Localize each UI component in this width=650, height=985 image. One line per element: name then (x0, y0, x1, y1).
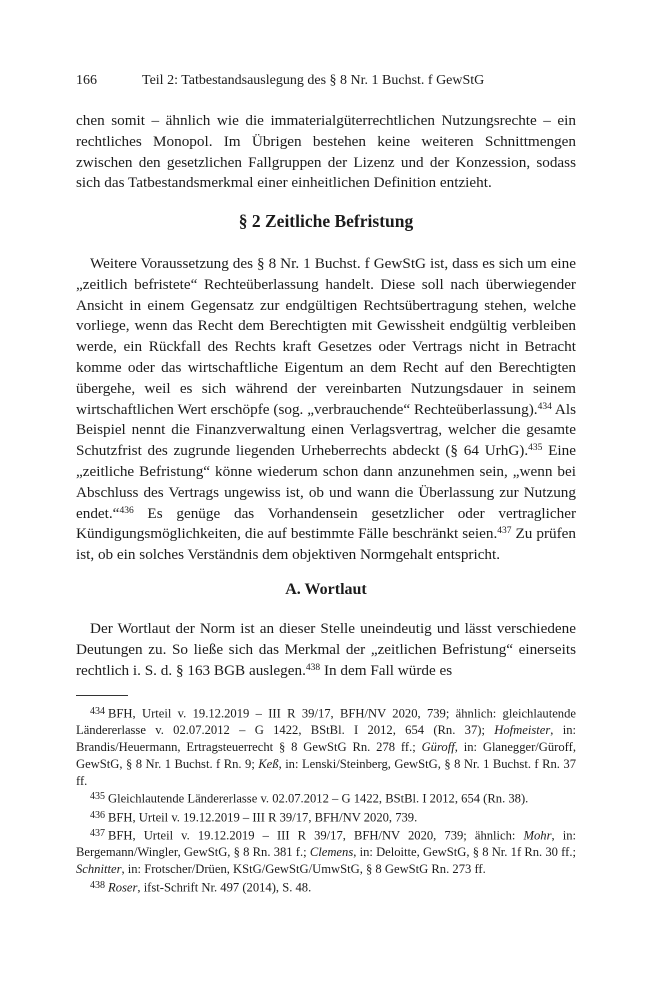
page-number: 166 (76, 73, 97, 88)
running-title: Teil 2: Tatbestandsauslegung des § 8 Nr. 1 Buchst. f GewStG (142, 73, 485, 88)
section-paragraph (76, 254, 576, 566)
footnote-text: BFH, Urteil v. 19.12.2019 – III R 39/17, BFH/NV 2020, 739. (108, 810, 418, 825)
footnote-text: BFH, Urteil v. 19.12.2019 – III R 39/17, BFH/NV 2020, 739; ähnlich: gleichlautende Ländererlasse v. 02.07.2012 – G 1422, BStBl. I 2012, 654 (Rn. 37); (76, 706, 576, 738)
footnote-text: , in: Lenski/Steinberg, GewStG, § 8 Nr. 1 Buchst. f Rn. 37 ff. (76, 756, 576, 788)
footnote-number: 437 (90, 828, 105, 840)
intro-paragraph: chen somit – ähnlich wie die immaterialgüterrechtlichen Nutzungsrechte – ein rechtliches Monopol. Im Übrigen bestehen keine weiteren Schnittmengen zwischen den gesetzlichen Fallgruppen der Lizenz und der Konzession, sodass sich das Tatbestandsmerkmal einer einheitlichen Definition entzieht. (76, 112, 576, 192)
footnote-separator (76, 695, 128, 696)
footnote-number: 436 (90, 809, 105, 821)
footnote-text: Gleichlautende Ländererlasse v. 02.07.2012 – G 1422, BStBl. I 2012, 654 (Rn. 38). (108, 791, 529, 806)
author-name: Keß (258, 756, 279, 771)
footnote-436 (76, 808, 576, 826)
footnote-number: 434 (90, 706, 105, 717)
footnote-number: 438 (90, 879, 105, 891)
text-run: Zu prüfen ist, ob ein solches Verständnis dem objektiven Normgehalt entspricht. (76, 525, 576, 564)
author-name: Clemens (309, 845, 354, 860)
footnote-text: , in: Brandis/Heuermann, Ertragsteuerrecht § 8 GewStG Rn. 278 ff.; (76, 723, 576, 755)
footnote-number: 435 (90, 791, 105, 803)
footnote-435 (76, 789, 576, 807)
footnote-text: , in: Deloitte, GewStG, § 8 Nr. 1f Rn. 30 ff.; (353, 845, 576, 860)
author-name: Güroff (421, 740, 455, 755)
footnote-ref-434[interactable]: 434 (537, 401, 552, 412)
footnote-text: , in: Glanegger/Güroff, GewStG, § 8 Nr. 1 Buchst. f Rn. 9; (76, 740, 576, 771)
footnote-ref-438[interactable]: 438 (305, 662, 321, 673)
footnote-text: , ifst-Schrift Nr. 497 (2014), S. 48. (137, 880, 312, 895)
text-run: Weitere Voraussetzung des § 8 Nr. 1 Buchst. f GewStG ist, dass es sich um eine „zeitlich befristete“ Rechteüberlassung handelt. Diese soll nach überwiegender Ansicht in einem Gegensatz zur endgültigen Rechtsübertragung stehen, welche vorliege, wenn das Recht dem Berechtigten mit Gewissheit endgültig verbleiben werde, ein Rückfall des Rechts kraft Gesetzes oder Vertrags nicht in Betracht komme oder das wirtschaftliche Eigentum an dem Recht auf den Berechtigten übergehe, weil es sich während der vereinbarten Nutzungsdauer in seinem wirtschaftlichen Wert erschöpfe (sog. „verbrauchende“ Rechteüberlassung). (76, 255, 576, 418)
footnote-ref-436[interactable]: 436 (119, 505, 134, 516)
author-name: Schnitter (76, 862, 122, 877)
footnote-ref-437[interactable]: 437 (497, 526, 512, 537)
author-name: Mohr (523, 828, 552, 843)
text-run: Eine „zeitliche Befristung“ könne wiederum schon dann anzunehmen sein, „wenn bei Abschluss des Vertrags ungewiss ist, ob und wann die Überlassung zur Nutzung endet.“ (76, 442, 576, 522)
footnotes (76, 704, 576, 896)
footnote-ref-435[interactable]: 435 (528, 442, 543, 453)
section-heading: § 2 Zeitliche Befristung (238, 211, 414, 231)
footnote-437 (76, 826, 576, 878)
text-run: Der Wortlaut der Norm ist an dieser Stelle uneindeutig und lässt verschiedene Deutungen zu. So ließe sich das Merkmal der „zeitlichen Befristung“ einerseits rechtlich i. S. d. § 163 BGB auslegen. (76, 620, 576, 679)
author-name: Roser (108, 880, 138, 895)
running-header (76, 72, 576, 90)
text-run: In dem Fall würde es (320, 661, 453, 679)
subsection-heading: A. Wortlaut (285, 581, 367, 598)
subsection-paragraph (76, 619, 576, 681)
footnote-text: , in: Bergemann/Wingler, GewStG, § 8 Rn. 381 f.; (76, 828, 577, 860)
footnote-438 (76, 878, 576, 896)
text-run: Es genüge das Vorhandensein gesetzlicher oder vertraglicher Kündigungsmöglichkeiten, die auf bestimmte Fälle beschränkt seien. (76, 504, 576, 543)
footnote-text: , in: Frotscher/Drüen, KStG/GewStG/UmwStG, § 8 GewStG Rn. 273 ff. (121, 862, 486, 877)
footnote-text: BFH, Urteil v. 19.12.2019 – III R 39/17, BFH/NV 2020, 739; ähnlich: (108, 828, 524, 843)
text-run: Als Beispiel nennt die Finanzverwaltung einen Verlagsvertrag, welcher die gesamte Schutzfrist des zugrunde liegenden Urheberrechts abdeckt (§ 64 UrhG). (76, 400, 576, 460)
author-name: Hofmeister (494, 723, 551, 738)
footnote-434 (76, 704, 576, 789)
